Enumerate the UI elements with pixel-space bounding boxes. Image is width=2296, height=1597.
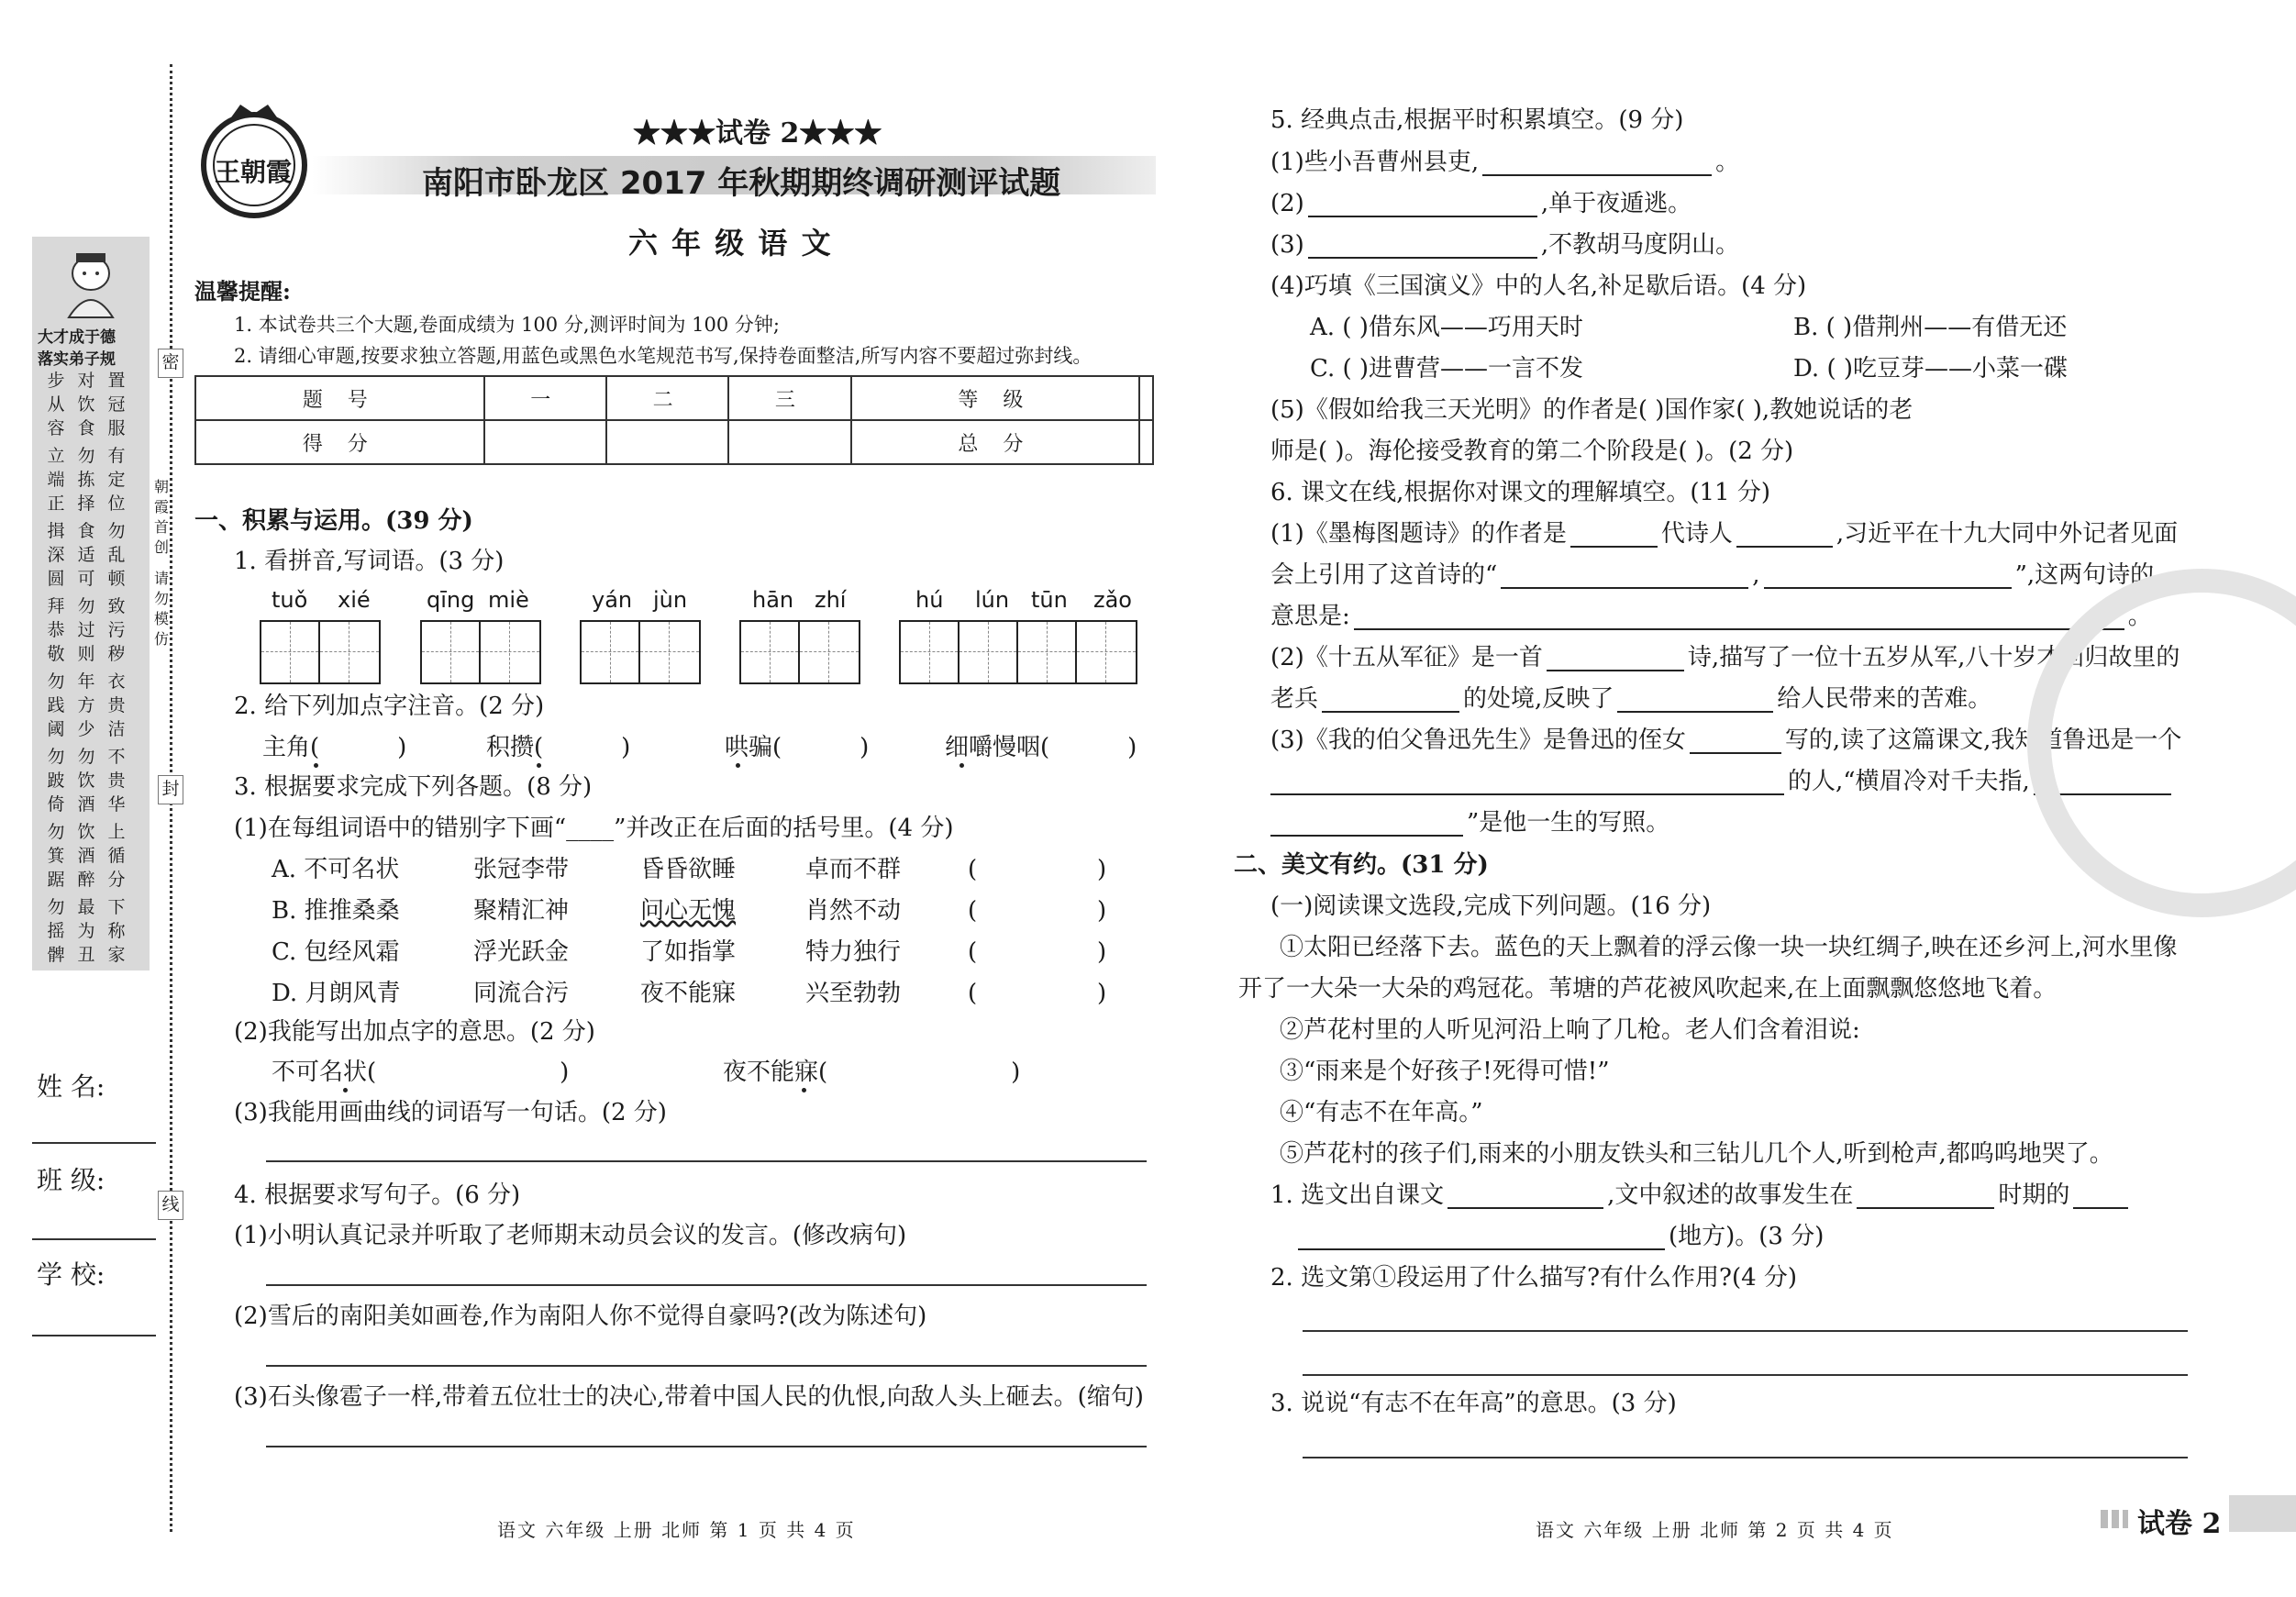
word-item: B. 推推桑桑 xyxy=(272,897,400,925)
pinyin: hān xyxy=(752,587,794,613)
q3-3-prompt: (3)我能用画曲线的词语写一句话。(2 分) xyxy=(234,1099,667,1126)
q5-4-b[interactable]: B. ( )借荆州——有借无还 xyxy=(1793,314,2068,341)
writing-grid-5[interactable] xyxy=(899,620,1137,684)
cell: 一 xyxy=(484,376,606,420)
q5-3[interactable]: (3) ,不教胡马度阴山。 xyxy=(1270,231,1740,259)
logo-emblem xyxy=(194,101,314,224)
section-2-heading: 二、美文有约。(31 分) xyxy=(1234,851,1489,879)
answer-bracket[interactable]: ( xyxy=(968,897,978,925)
q2-item-3[interactable]: 哄骗( ) xyxy=(725,734,870,761)
vertical-note-1: 朝霞首创 xyxy=(153,478,169,556)
q6-prompt: 6. 课文在线,根据你对课文的理解填空。(11 分) xyxy=(1270,479,1770,506)
word-item: 同流合污 xyxy=(473,980,570,1007)
q2-item-1[interactable]: 主角( ) xyxy=(262,734,407,761)
answer-line[interactable] xyxy=(1303,1374,2188,1376)
cell: 等 级 xyxy=(851,376,1140,420)
class-label: 班 级: xyxy=(37,1165,105,1195)
rule-column: 食适可 xyxy=(77,521,95,589)
cell: 总 分 xyxy=(851,420,1140,464)
rule-column: 步从容 xyxy=(47,371,65,438)
name-field[interactable] xyxy=(32,1142,156,1144)
q5-5-line1[interactable]: (5)《假如给我三天光明》的作者是( )国作家( ),教她说话的老 xyxy=(1270,396,1913,424)
q6-1-line2[interactable]: 会上引用了这首诗的“ , ”,这两句诗的 xyxy=(1270,561,2155,589)
pinyin: jùn xyxy=(653,587,688,613)
word-item: 聚精汇神 xyxy=(473,897,570,925)
vertical-note-2: 请勿模仿 xyxy=(153,570,169,648)
exam-title: 南阳市卧龙区 2017 年秋期期终调研测评试题 xyxy=(422,165,1061,202)
rule-column: 勿乱顿 xyxy=(107,521,126,589)
q5-prompt: 5. 经典点击,根据平时积累填空。(9 分) xyxy=(1270,106,1684,134)
rule-column: 有定位 xyxy=(107,446,126,514)
q3-1-prompt: (1)在每组词语中的错别字下画“____”并改正在后面的括号里。(4 分) xyxy=(234,815,954,842)
q4-prompt: 4. 根据要求写句子。(6 分) xyxy=(234,1181,521,1209)
rule-column: 对饮食 xyxy=(77,371,95,438)
q2-item-4[interactable]: 细嚼慢咽( ) xyxy=(945,734,1137,761)
dot-mark xyxy=(802,1088,806,1092)
word-item: 了如指掌 xyxy=(640,938,737,966)
q6-1-line1[interactable]: (1)《墨梅图题诗》的作者是 代诗人 ,习近平在十九大同中外记者见面 xyxy=(1270,520,2179,548)
rq3-prompt: 3. 说说“有志不在年高”的意思。(3 分) xyxy=(1270,1390,1677,1417)
writing-grid-4[interactable] xyxy=(739,620,860,684)
rule-column: 勿拣择 xyxy=(77,446,95,514)
word-item: 兴至勃勃 xyxy=(805,980,902,1007)
pinyin: hú xyxy=(915,587,944,613)
q6-1-line3[interactable]: 意思是: 。 xyxy=(1270,603,2152,630)
rq1-line1[interactable]: 1. 选文出自课文 ,文中叙述的故事发生在 时期的 xyxy=(1270,1181,2132,1209)
cell: 二 xyxy=(606,376,728,420)
q5-5-line2[interactable]: 师是( )。海伦接受教育的第二个阶段是( )。(2 分) xyxy=(1270,438,1794,465)
answer-bracket[interactable]: ( xyxy=(968,980,978,1007)
reading-1-prompt: (一)阅读课文选段,完成下列问题。(16 分) xyxy=(1270,893,1712,920)
notice-line-2: 2. 请细心审题,按要求独立答题,用蓝色或黑色水笔规范书写,保持卷面整洁,所写内容不要超过弥封线。 xyxy=(234,345,1093,367)
name-label: 姓 名: xyxy=(37,1071,105,1102)
grade-cell[interactable] xyxy=(1139,376,1153,420)
q4-1-prompt: (1)小明认真记录并听取了老师期末动员会议的发言。(修改病句) xyxy=(234,1222,907,1249)
writing-grid-2[interactable] xyxy=(420,620,541,684)
cell: 得 分 xyxy=(195,420,484,464)
passage-para-1a: ①太阳已经落下去。蓝色的天上飘着的浮云像一块一块红绸子,映在还乡河上,河水里像 xyxy=(1280,934,2178,961)
dot-mark xyxy=(343,1088,348,1092)
dot-mark xyxy=(736,763,740,768)
q5-2[interactable]: (2) ,单于夜遁逃。 xyxy=(1270,190,1692,217)
dot-mark xyxy=(314,763,318,768)
q4-3-prompt: (3)石头像雹子一样,带着五位壮士的决心,带着中国人民的仇恨,向敌人头上砸去。(缩句) xyxy=(234,1383,1144,1411)
answer-bracket[interactable]: ( xyxy=(968,938,978,966)
q3-2-item-a[interactable]: 不可名状( ) xyxy=(272,1059,570,1086)
q6-2-line1[interactable]: (2)《十五从军征》是一首 诗,描写了一位十五岁从军,八十岁才回归故里的 xyxy=(1270,644,2180,671)
rule-column: 上循分 xyxy=(107,822,126,890)
pinyin: zǎo xyxy=(1093,587,1132,613)
q5-1[interactable]: (1)些小吾曹州县吏, 。 xyxy=(1270,149,1740,176)
word-item: 夜不能寐 xyxy=(640,980,737,1007)
pinyin: yán xyxy=(592,587,633,613)
word-item: 昏昏欲睡 xyxy=(640,856,737,883)
corner-badge: 试卷 2 xyxy=(2137,1508,2222,1540)
seal-char-mi: 密 xyxy=(158,349,183,378)
answer-line[interactable] xyxy=(1303,1330,2188,1332)
rule-column: 立端正 xyxy=(47,446,65,514)
q5-4-d[interactable]: D. ( )吃豆芽——小菜一碟 xyxy=(1793,355,2069,383)
q1-prompt: 1. 看拼音,写词语。(3 分) xyxy=(234,548,505,575)
rule-column: 勿摇髀 xyxy=(47,897,65,965)
word-item: 张冠李带 xyxy=(473,856,570,883)
q3-2-item-b[interactable]: 夜不能寐( ) xyxy=(723,1059,1021,1086)
word-item: A. 不可名状 xyxy=(272,856,400,883)
class-field[interactable] xyxy=(32,1238,156,1240)
writing-grid-1[interactable] xyxy=(260,620,381,684)
total-cell[interactable] xyxy=(1139,420,1153,464)
motto-1: 大才成于德 xyxy=(38,328,116,347)
q6-3-line1[interactable]: (3)《我的伯父鲁迅先生》是鲁迅的侄女 写的,读了这篇课文,我知道鲁迅是一个 xyxy=(1270,726,2182,754)
q5-4-a[interactable]: A. ( )借东风——巧用天时 xyxy=(1310,314,1583,341)
page-footer-2: 语文 六年级 上册 北师 第 2 页 共 4 页 xyxy=(1536,1519,1894,1541)
passage-para-1b: 开了一大朵一大朵的鸡冠花。苇塘的芦花被风吹起来,在上面飘飘悠悠地飞着。 xyxy=(1238,975,2058,1003)
score-row-values xyxy=(195,420,1153,464)
rule-column: 最为丑 xyxy=(77,897,95,965)
rule-column: 下称家 xyxy=(107,897,126,965)
answer-bracket[interactable]: ) xyxy=(1097,938,1107,966)
pinyin: miè xyxy=(488,587,529,613)
exam-badge: ★★★试卷 2★★★ xyxy=(633,117,882,150)
notice-line-1: 1. 本试卷共三个大题,卷面成绩为 100 分,测评时间为 100 分钟; xyxy=(234,314,781,336)
rule-column: 勿过则 xyxy=(77,596,95,664)
answer-bracket[interactable]: ( xyxy=(968,856,978,883)
writing-grid-3[interactable] xyxy=(580,620,701,684)
word-item: 问心无愧 xyxy=(640,897,737,925)
q4-2-prompt: (2)雪后的南阳美如画卷,作为南阳人你不觉得自豪吗?(改为陈述句) xyxy=(234,1303,927,1330)
rule-column: 勿箕踞 xyxy=(47,822,65,890)
score-row-header xyxy=(195,376,1153,420)
score-table xyxy=(194,375,1154,465)
answer-line[interactable] xyxy=(266,1160,1147,1162)
rule-column: 不贵华 xyxy=(107,747,126,815)
binding-strip xyxy=(0,0,183,1597)
q6-2-line2[interactable]: 老兵 的处境,反映了 给人民带来的苦难。 xyxy=(1270,685,1992,713)
q6-3-line3[interactable]: ”是他一生的写照。 xyxy=(1270,809,1669,837)
rule-column: 饮酒醉 xyxy=(77,822,95,890)
answer-line[interactable] xyxy=(266,1365,1147,1367)
dot-mark xyxy=(959,763,964,768)
q5-4-prompt: (4)巧填《三国演义》中的人名,补足歇后语。(4 分) xyxy=(1270,272,1807,300)
exam-subject: 六 年 级 语 文 xyxy=(628,226,833,261)
passage-para-4: ④“有志不在年高。” xyxy=(1280,1099,1483,1126)
page-footer-1: 语文 六年级 上册 北师 第 1 页 共 4 页 xyxy=(497,1519,856,1541)
rule-column: 勿践阈 xyxy=(47,671,65,739)
q3-prompt: 3. 根据要求完成下列各题。(8 分) xyxy=(234,773,593,801)
word-item: 肖然不动 xyxy=(805,897,902,925)
pinyin: tuǒ xyxy=(272,587,308,613)
rule-column: 拜恭敬 xyxy=(47,596,65,664)
word-item: 卓而不群 xyxy=(805,856,902,883)
rule-column: 年方少 xyxy=(77,671,95,739)
pinyin: lún xyxy=(975,587,1010,613)
seal-char-feng: 封 xyxy=(158,775,183,804)
rule-column: 衣贵洁 xyxy=(107,671,126,739)
school-label: 学 校: xyxy=(37,1259,105,1290)
answer-bracket[interactable]: ) xyxy=(1097,897,1107,925)
q2-prompt: 2. 给下列加点字注音。(2 分) xyxy=(234,693,545,720)
rule-column: 勿饮酒 xyxy=(77,747,95,815)
passage-para-5: ⑤芦花村的孩子们,雨来的小朋友铁头和三钻儿几个人,听到枪声,都呜呜地哭了。 xyxy=(1280,1140,2113,1168)
corner-pattern xyxy=(2101,1510,2128,1528)
score-cell-1[interactable] xyxy=(484,420,606,464)
rule-column: 致污秽 xyxy=(107,596,126,664)
pinyin: tūn xyxy=(1031,587,1068,613)
section-1-heading: 一、积累与运用。(39 分) xyxy=(194,507,473,535)
passage-para-2: ②芦花村里的人听见河沿上响了几枪。老人们含着泪说: xyxy=(1280,1016,1860,1044)
answer-line[interactable] xyxy=(266,1446,1147,1447)
score-cell-3[interactable] xyxy=(728,420,850,464)
q5-4-c[interactable]: C. ( )进曹营——一言不发 xyxy=(1310,355,1584,383)
word-item: 浮光跃金 xyxy=(473,938,570,966)
pinyin: qīng xyxy=(427,587,475,613)
logo-text: 王朝霞 xyxy=(215,157,293,187)
q3-2-prompt: (2)我能写出加点字的意思。(2 分) xyxy=(234,1018,595,1046)
score-cell-2[interactable] xyxy=(606,420,728,464)
pinyin: zhí xyxy=(815,587,847,613)
notice-heading: 温馨提醒: xyxy=(194,278,291,305)
q2-item-2[interactable]: 积攒( ) xyxy=(486,734,631,761)
word-item: 特力独行 xyxy=(805,938,902,966)
dot-mark xyxy=(537,763,541,768)
seal-char-xian: 线 xyxy=(158,1191,183,1220)
answer-bracket[interactable]: ) xyxy=(1097,856,1107,883)
q6-3-line2[interactable]: 的人,“横眉冷对千夫指, xyxy=(1270,768,2175,795)
scholar-illustration-icon xyxy=(52,246,129,319)
answer-line[interactable] xyxy=(1303,1457,2188,1458)
cell: 题 号 xyxy=(195,376,484,420)
motto-2: 落实弟子规 xyxy=(38,350,116,369)
rq2-prompt: 2. 选文第①段运用了什么描写?有什么作用?(4 分) xyxy=(1270,1264,1798,1292)
rule-column: 置冠服 xyxy=(107,371,126,438)
answer-line[interactable] xyxy=(266,1284,1147,1286)
rq1-line2[interactable]: (地方)。(3 分) xyxy=(1270,1223,1824,1250)
corner-tab xyxy=(2229,1495,2296,1532)
word-item: C. 包经风霜 xyxy=(272,938,400,966)
rule-column: 勿跛倚 xyxy=(47,747,65,815)
passage-para-3: ③“雨来是个好孩子!死得可惜!” xyxy=(1280,1058,1610,1085)
word-item: D. 月朗风青 xyxy=(272,980,401,1007)
cell: 三 xyxy=(728,376,850,420)
school-field[interactable] xyxy=(32,1335,156,1336)
rule-column: 揖深圆 xyxy=(47,521,65,589)
answer-bracket[interactable]: ) xyxy=(1097,980,1107,1007)
pinyin: xié xyxy=(338,587,371,613)
